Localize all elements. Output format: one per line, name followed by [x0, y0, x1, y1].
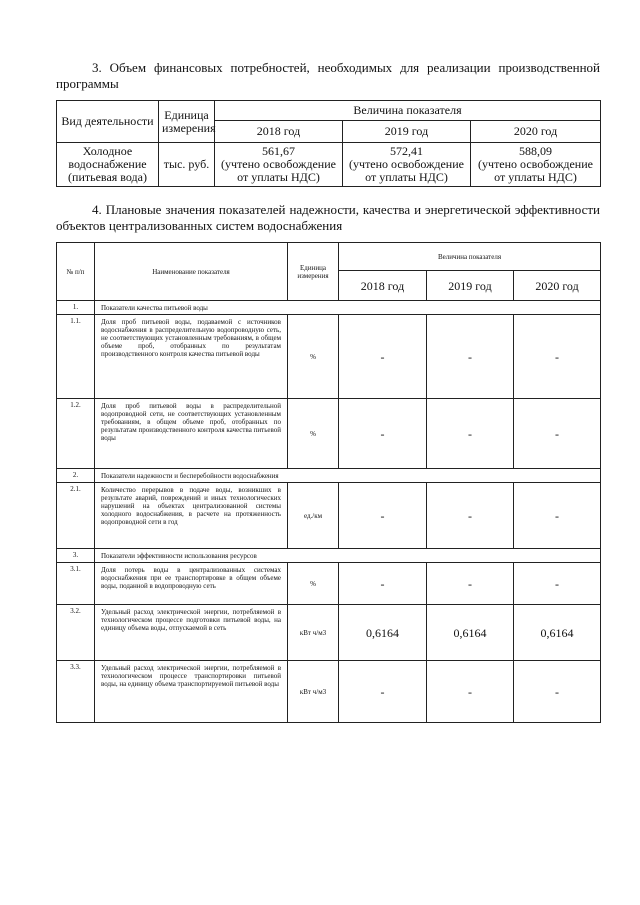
value-cell [471, 143, 601, 187]
col-num-header: № п/п [57, 243, 95, 301]
col-unit-header: Единица измерения [288, 243, 339, 301]
indicator-value: 0,6164 [514, 605, 601, 661]
value-amount: 572,41 [390, 144, 423, 158]
indicator-unit: ед./км [288, 483, 339, 549]
row-num: 1.2. [57, 399, 95, 469]
indicator-name: Количество перерывов в подаче воды, возникших в результате аварий, повреждений и иных технологических нарушений на объектах централизованной системы холодного водоснабжения, в расчете на протяженность водопроводной сети в год [95, 483, 288, 549]
value-note: (учтено освобождение от уплаты НДС) [478, 157, 593, 184]
year-header: 2018 год [215, 121, 343, 143]
indicator-value: 0,6164 [427, 605, 514, 661]
indicator-unit: % [288, 315, 339, 399]
indicator-value: - [427, 399, 514, 469]
indicators-table [56, 242, 601, 723]
value-note: (учтено освобождение от уплаты НДС) [221, 157, 336, 184]
col-value-header: Величина показателя [339, 243, 601, 271]
section-row-title: Показатели надежности и бесперебойности водоснабжения [95, 469, 601, 483]
indicator-name: Доля потерь воды в централизованных системах водоснабжения при ее транспортировке в общем объеме воды, поданной в водопроводную сеть [95, 563, 288, 605]
indicator-unit: % [288, 563, 339, 605]
indicator-value: - [427, 315, 514, 399]
row-num: 2. [57, 469, 95, 483]
year-header: 2020 год [514, 271, 601, 301]
unit-cell: тыс. руб. [159, 143, 215, 187]
indicator-value: - [427, 661, 514, 723]
section3-heading-text: 3. Объем финансовых потребностей, необходимых для реализации производственной программы [56, 60, 600, 91]
indicator-name: Доля проб питьевой воды в распределительной водопроводной сети, не соответствующих установленным требованиям, в общем объеме проб, отобранных по результатам производственного контроля качества питьевой воды [95, 399, 288, 469]
value-cell [343, 143, 471, 187]
year-header: 2019 год [427, 271, 514, 301]
section3-heading [56, 60, 600, 92]
indicator-name: Доля проб питьевой воды, подаваемой с источников водоснабжения в распределительную водопроводную сеть, не соответствующих установленным требованиям, в общем объеме проб, отобранных по результатам производственного контроля качества питьевой воды [95, 315, 288, 399]
value-cell [215, 143, 343, 187]
indicator-value: - [514, 483, 601, 549]
indicator-value: - [427, 483, 514, 549]
indicator-value: 0,6164 [339, 605, 427, 661]
indicator-value: - [339, 563, 427, 605]
year-header: 2020 год [471, 121, 601, 143]
row-num: 3. [57, 549, 95, 563]
value-amount: 561,67 [262, 144, 295, 158]
indicator-unit: % [288, 399, 339, 469]
row-num: 1. [57, 301, 95, 315]
indicator-value: - [514, 315, 601, 399]
section-row-title: Показатели эффективности использования ресурсов [95, 549, 601, 563]
value-amount: 588,09 [519, 144, 552, 158]
indicator-name: Удельный расход электрической энергии, потребляемой в технологическом процессе транспортировки питьевой воды, на единицу объема транспортируемой питьевой воды [95, 661, 288, 723]
indicator-value: - [339, 661, 427, 723]
col-value-header: Величина показателя [215, 101, 601, 121]
indicator-value: - [514, 399, 601, 469]
financial-needs-table [56, 100, 601, 187]
indicator-value: - [339, 315, 427, 399]
indicator-value: - [339, 399, 427, 469]
indicator-unit: кВт ч/м3 [288, 605, 339, 661]
row-num: 3.2. [57, 605, 95, 661]
value-note: (учтено освобождение от уплаты НДС) [349, 157, 464, 184]
indicator-unit: кВт ч/м3 [288, 661, 339, 723]
activity-cell: Холодное водоснабжение (питьевая вода) [57, 143, 159, 187]
indicator-value: - [514, 661, 601, 723]
indicator-value: - [427, 563, 514, 605]
indicator-value: - [514, 563, 601, 605]
indicator-value: - [339, 483, 427, 549]
indicator-name: Удельный расход электрической энергии, потребляемой в технологическом процессе подготовки питьевой воды, на единицу объема воды, отпускаемой в сеть [95, 605, 288, 661]
col-name-header: Наименование показателя [95, 243, 288, 301]
row-num: 3.1. [57, 563, 95, 605]
section4-heading-text: 4. Плановые значения показателей надежности, качества и энергетической эффективности объектов централизованных систем водоснабжения [56, 202, 600, 233]
year-header: 2018 год [339, 271, 427, 301]
row-num: 1.1. [57, 315, 95, 399]
row-num: 3.3. [57, 661, 95, 723]
row-num: 2.1. [57, 483, 95, 549]
section4-heading [56, 202, 600, 234]
col-activity-header: Вид деятельности [57, 101, 159, 143]
section-row-title: Показатели качества питьевой воды [95, 301, 601, 315]
year-header: 2019 год [343, 121, 471, 143]
col-unit-header: Единица измерения [159, 101, 215, 143]
